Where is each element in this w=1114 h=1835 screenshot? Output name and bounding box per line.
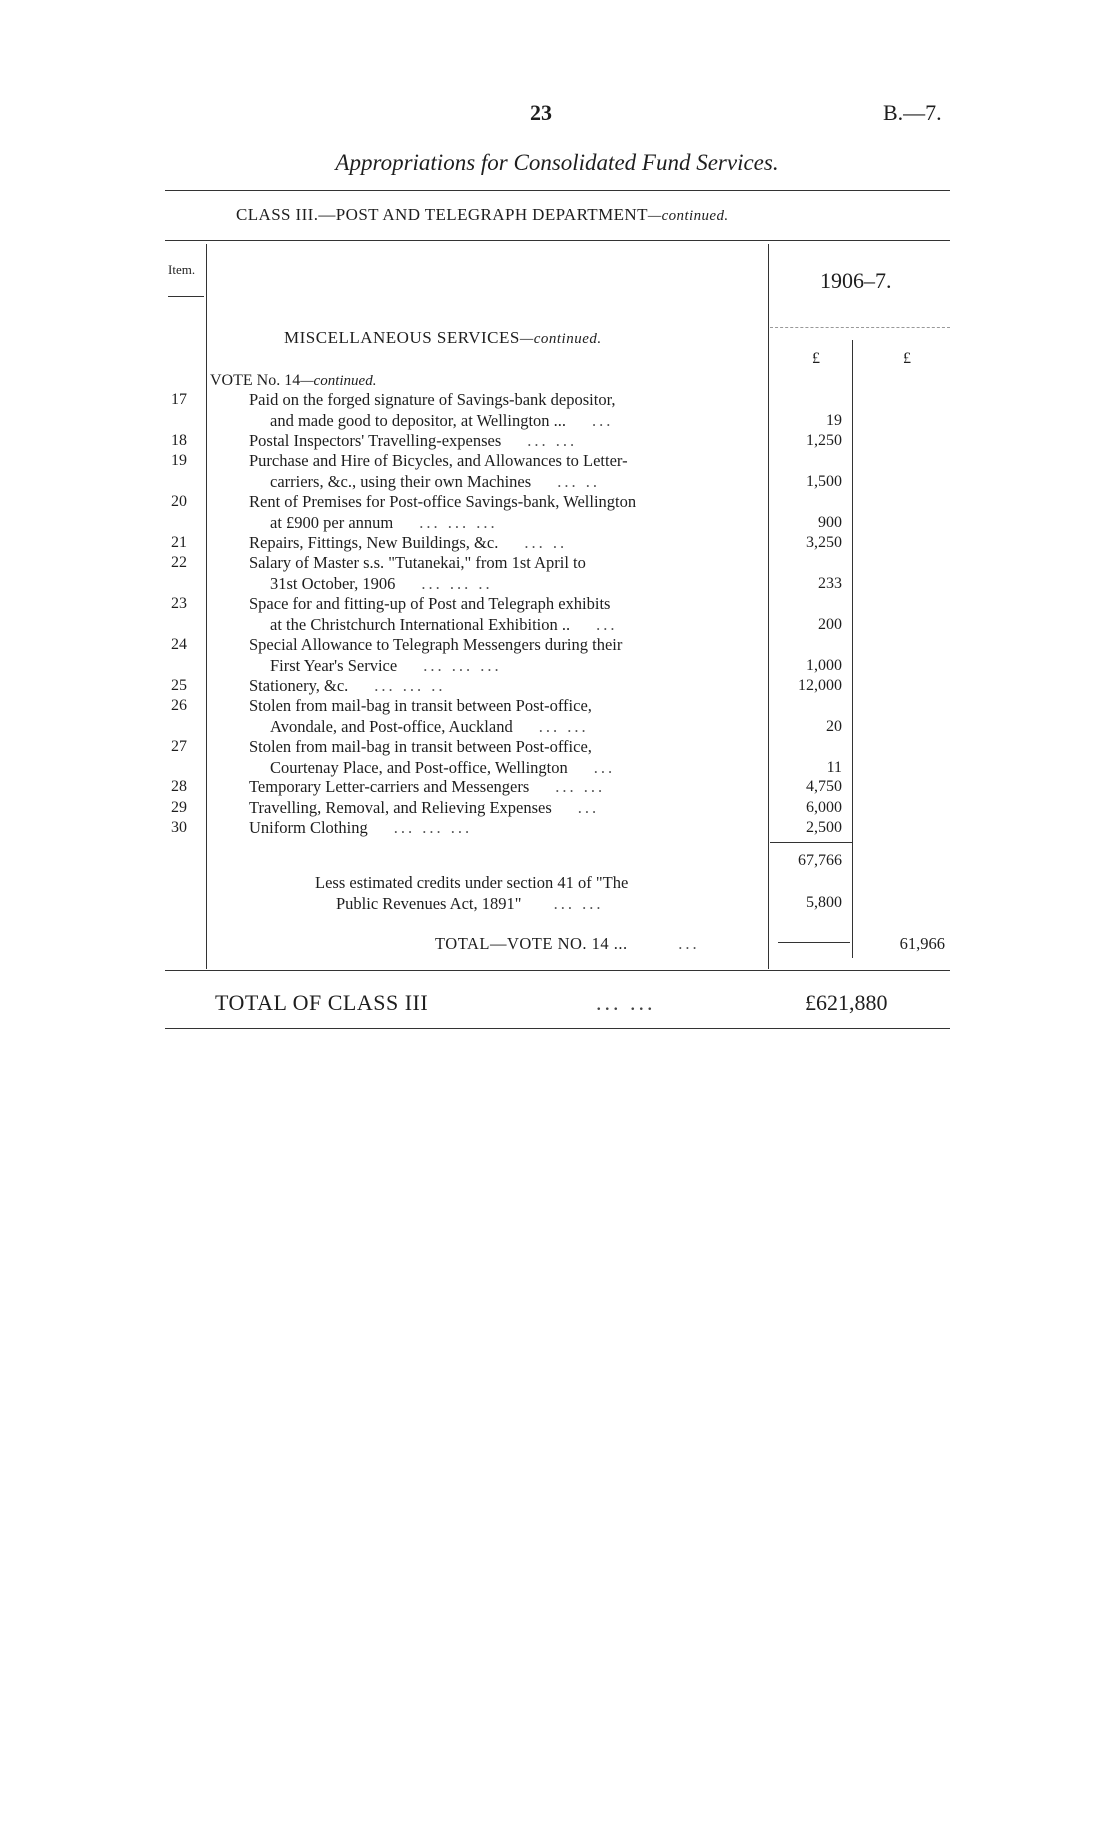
leader-dots: ... — [596, 615, 618, 634]
item-description-continued — [270, 411, 613, 432]
section-heading — [284, 328, 602, 348]
item-description-text: Special Allowance to Telegraph Messengers during their — [249, 635, 623, 654]
item-description — [249, 492, 761, 513]
item-description-text: Temporary Letter-carriers and Messengers — [249, 777, 530, 796]
item-description — [249, 553, 761, 574]
vote-heading — [210, 372, 376, 390]
currency-symbol-col2: £ — [903, 350, 911, 367]
vote-heading-suffix: —continued. — [300, 373, 377, 389]
item-description — [249, 635, 761, 656]
total-column-divider — [852, 340, 853, 958]
item-description — [249, 696, 761, 717]
item-number: 29 — [171, 799, 187, 816]
item-description-continued — [270, 472, 600, 493]
leader-dots: ... ... .. — [374, 676, 446, 695]
item-description-text: at £900 per annum — [270, 513, 394, 532]
section-heading-main: MISCELLANEOUS SERVICES — [284, 328, 520, 347]
item-description-text: Uniform Clothing — [249, 818, 368, 837]
total-vote-text: TOTAL—VOTE NO. 14 ... — [435, 934, 628, 953]
item-amount: 900 — [818, 514, 842, 531]
item-amount: 1,250 — [806, 432, 842, 449]
subtotal-rule — [770, 842, 852, 843]
subtotal-amount: 67,766 — [798, 852, 842, 869]
item-description-text: Avondale, and Post-office, Auckland — [270, 717, 513, 736]
item-amount: 19 — [826, 412, 842, 429]
currency-symbol-col1: £ — [812, 350, 820, 367]
item-description — [249, 594, 761, 615]
page-title: Appropriations for Consolidated Fund Services. — [335, 150, 779, 175]
item-amount: 3,250 — [806, 534, 842, 551]
year-underline — [770, 327, 950, 328]
item-description — [249, 533, 761, 554]
item-amount: 2,500 — [806, 819, 842, 836]
item-amount: 4,750 — [806, 778, 842, 795]
total-vote-amount: 61,966 — [899, 934, 945, 953]
leader-dots: ... ... — [538, 717, 589, 736]
leader-dots: ... ... — [527, 431, 578, 450]
page-number: 23 — [530, 100, 552, 125]
item-number: 28 — [171, 778, 187, 795]
item-description-text: Salary of Master s.s. "Tutanekai," from 1st April to — [249, 553, 586, 572]
item-description-text: Postal Inspectors' Travelling-expenses — [249, 431, 502, 450]
item-description — [249, 451, 761, 472]
item-number: 20 — [171, 493, 187, 510]
item-amount: 200 — [818, 616, 842, 633]
item-description-text: First Year's Service — [270, 656, 398, 675]
item-header-underline — [168, 296, 204, 297]
item-column-divider — [206, 244, 207, 969]
item-number: 30 — [171, 819, 187, 836]
class-heading — [236, 205, 729, 225]
total-vote-rule — [778, 942, 850, 943]
item-description-text: 31st October, 1906 — [270, 574, 396, 593]
item-description-text: Stolen from mail-bag in transit between Post-office, — [249, 737, 592, 756]
item-number: 19 — [171, 452, 187, 469]
document-code: B.—7. — [883, 100, 942, 125]
leader-dots: ... ... ... — [393, 818, 473, 837]
item-description — [249, 676, 761, 697]
leader-dots: ... ... .. — [421, 574, 493, 593]
item-description-text: at the Christchurch International Exhibition .. — [270, 615, 571, 634]
class-total-amount: £621,880 — [805, 990, 888, 1015]
item-amount: 233 — [818, 575, 842, 592]
class-total-dots: ... ... — [596, 990, 656, 1015]
item-number: 25 — [171, 677, 187, 694]
top-rule — [165, 190, 950, 191]
item-description-text: and made good to depositor, at Wellington ... — [270, 411, 567, 430]
class-total-label: TOTAL OF CLASS III — [215, 990, 429, 1015]
item-description-text: Rent of Premises for Post-office Savings-bank, Wellington — [249, 492, 637, 511]
year-header: 1906–7. — [820, 268, 892, 293]
item-number: 17 — [171, 391, 187, 408]
item-description-text: Paid on the forged signature of Savings-bank depositor, — [249, 390, 616, 409]
class-total-top-rule — [165, 970, 950, 971]
item-description — [249, 777, 761, 798]
class-heading-suffix: —continued. — [647, 208, 729, 224]
item-amount: 1,500 — [806, 473, 842, 490]
item-number: 23 — [171, 595, 187, 612]
item-description — [249, 431, 761, 452]
item-number: 26 — [171, 697, 187, 714]
vote-heading-main: VOTE No. 14 — [210, 372, 301, 389]
item-description-continued — [270, 717, 589, 738]
item-column-header: Item. — [168, 262, 196, 277]
leader-dots: ... — [592, 411, 614, 430]
less-credits-dots: ... ... — [553, 894, 604, 913]
total-vote-dots: ... — [678, 934, 700, 953]
item-amount: 6,000 — [806, 799, 842, 816]
amount-column-divider — [768, 244, 769, 969]
item-description-text: Travelling, Removal, and Relieving Expenses — [249, 798, 552, 817]
item-description-continued — [270, 574, 493, 595]
item-description-text: Space for and fitting-up of Post and Telegraph exhibits — [249, 594, 611, 613]
class-heading-main: CLASS III.—POST AND TELEGRAPH DEPARTMENT — [236, 205, 648, 224]
leader-dots: ... .. — [557, 472, 600, 491]
item-description-text: Stationery, &c. — [249, 676, 349, 695]
item-description-continued — [270, 758, 615, 779]
item-description-text: carriers, &c., using their own Machines — [270, 472, 532, 491]
item-number: 21 — [171, 534, 187, 551]
item-description-continued — [270, 513, 498, 534]
item-number: 27 — [171, 738, 187, 755]
less-credits-line2 — [336, 894, 603, 914]
leader-dots: ... .. — [524, 533, 568, 552]
item-description — [249, 818, 761, 839]
item-number: 24 — [171, 636, 187, 653]
total-vote-label — [435, 934, 700, 954]
item-amount: 11 — [826, 759, 842, 776]
item-description — [249, 798, 761, 819]
section-heading-suffix: —continued. — [519, 331, 602, 347]
item-description-continued — [270, 615, 618, 636]
item-description — [249, 390, 761, 411]
item-description-text: Courtenay Place, and Post-office, Wellington — [270, 758, 568, 777]
item-number: 22 — [171, 554, 187, 571]
item-description — [249, 737, 761, 758]
leader-dots: ... ... ... — [419, 513, 498, 532]
less-credits-line1: Less estimated credits under section 41 of "The — [315, 873, 629, 892]
item-number: 18 — [171, 432, 187, 449]
leader-dots: ... — [577, 798, 600, 817]
table-top-rule — [165, 240, 950, 241]
class-total-bottom-rule — [165, 1028, 950, 1029]
item-amount: 1,000 — [806, 657, 842, 674]
leader-dots: ... — [593, 758, 616, 777]
item-description-text: Purchase and Hire of Bicycles, and Allowances to Letter- — [249, 451, 628, 470]
item-description-continued — [270, 656, 502, 677]
item-amount: 12,000 — [798, 677, 842, 694]
item-description-text: Stolen from mail-bag in transit between Post-office, — [249, 696, 592, 715]
item-description-text: Repairs, Fittings, New Buildings, &c. — [249, 533, 499, 552]
less-credits-amount: 5,800 — [806, 894, 842, 911]
leader-dots: ... ... ... — [423, 656, 502, 675]
less-credits-text: Public Revenues Act, 1891" — [336, 894, 522, 913]
item-amount: 20 — [826, 718, 842, 735]
leader-dots: ... ... — [555, 777, 606, 796]
